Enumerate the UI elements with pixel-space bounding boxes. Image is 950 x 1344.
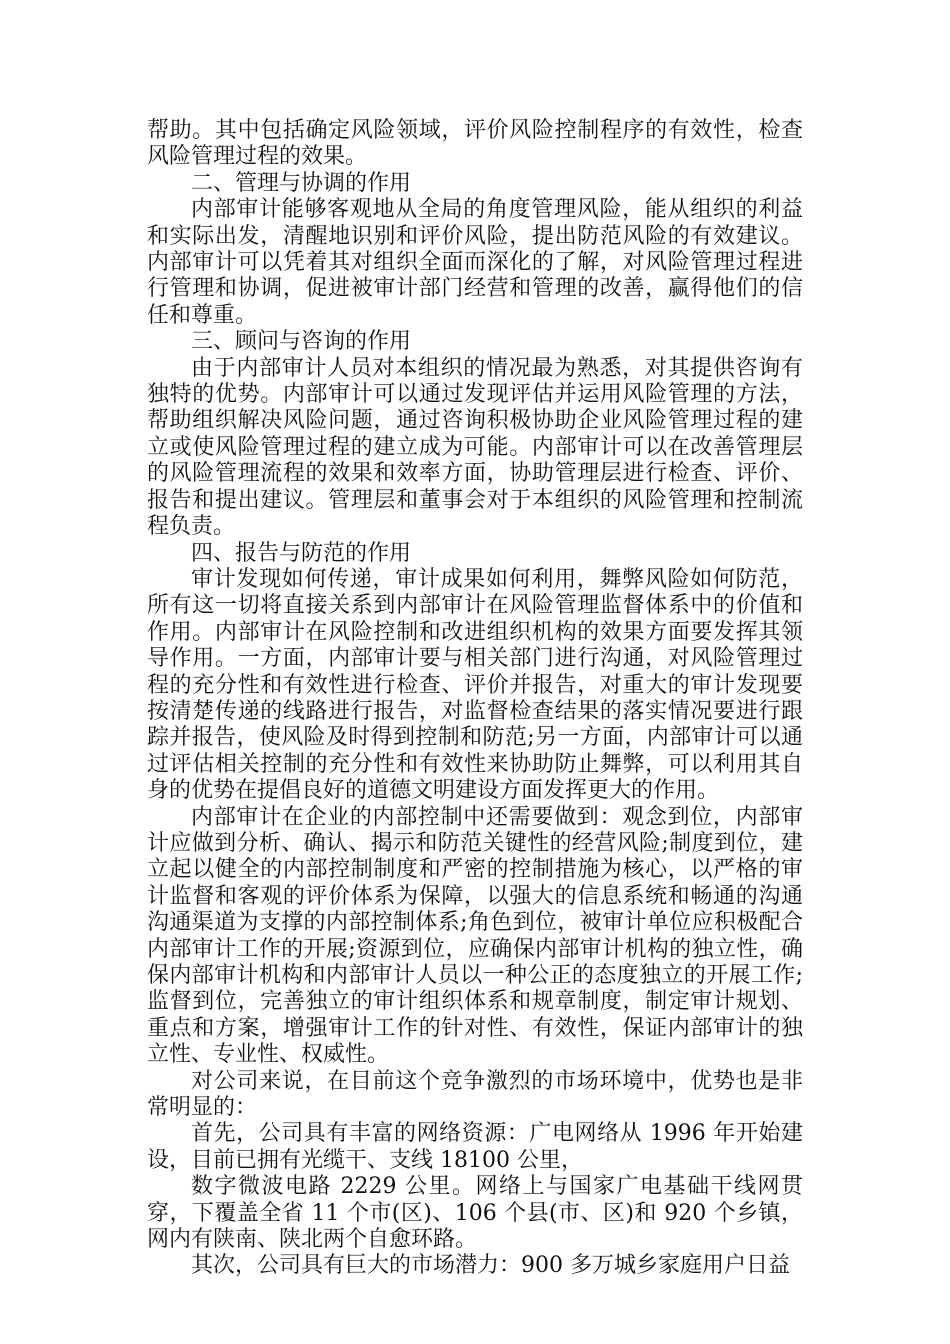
- heading-management-coordination: 二、管理与协调的作用: [191, 170, 412, 196]
- paragraph-internal-control-requirements: 内部审计在企业的内部控制中还需要做到：观念到位，内部审计应做到分析、确认、揭示和防范关键性的经营风险;制度到位，建立起以健全的内部控制制度和严密的控制措施为核心，以严格的审计监督和客观的评价体系为保障，以强大的信息系统和畅通的沟通沟通渠道为支撑的内部控制体系;角色到位，被审计单位应积极配合内部审计工作的开展;资源到位，应确保内部审计机构的独立性，确保内部审计机构和内部审计人员以一种公正的态度独立的开展工作;监督到位，完善独立的审计组织体系和规章制度，制定审计规划、重点和方案，增强审计工作的针对性、有效性，保证内部审计的独立性、专业性、权威性。: [147, 804, 803, 1068]
- paragraph-market-potential: 其次，公司具有巨大的市场潜力：900 多万城乡家庭用户日益: [191, 1253, 790, 1279]
- paragraph-microwave-circuits: 数字微波电路 2229 公里。网络上与国家广电基础干线网贯穿，下覆盖全省 11 个市(区)、106 个县(市、区)和 920 个乡镇，网内有陕南、陕北两个自愈环路。: [147, 1174, 803, 1253]
- heading-advisory-consulting: 三、顾问与咨询的作用: [191, 329, 412, 355]
- paragraph-network-resources: 首先，公司具有丰富的网络资源：广电网络从 1996 年开始建设，目前已拥有光缆干、支线 18100 公里，: [147, 1121, 803, 1173]
- paragraph-management-coordination: 内部审计能够客观地从全局的角度管理风险，能从组织的利益和实际出发，清醒地识别和评价风险，提出防范风险的有效建议。内部审计可以凭着其对组织全面而深化的了解，对风险管理过程进行管理和协调，促进被审计部门经营和管理的改善，赢得他们的信任和尊重。: [147, 197, 803, 328]
- paragraph-advisory-consulting: 由于内部审计人员对本组织的情况最为熟悉，对其提供咨询有独特的优势。内部审计可以通过发现评估并运用风险管理的方法，帮助组织解决风险问题，通过咨询积极协助企业风险管理过程的建立或使风险管理过程的建立成为可能。内部审计可以在改善管理层的风险管理流程的效果和效率方面，协助管理层进行检查、评价、报告和提出建议。管理层和董事会对于本组织的风险管理和控制流程负责。: [147, 355, 803, 540]
- document-page: [147, 118, 803, 1280]
- paragraph-risk-review-continued: 帮助。其中包括确定风险领域，评价风险控制程序的有效性，检查风险管理过程的效果。: [147, 118, 803, 170]
- paragraph-company-advantages: 对公司来说，在目前这个竞争激烈的市场环境中，优势也是非常明显的：: [147, 1068, 803, 1121]
- paragraph-reporting-prevention: 审计发现如何传递，审计成果如何利用，舞弊风险如何防范，所有这一切将直接关系到内部审计在风险管理监督体系中的价值和作用。内部审计在风险控制和改进组织机构的效果方面要发挥其领导作用。一方面，内部审计要与相关部门进行沟通，对风险管理过程的充分性和有效性进行检查、评价并报告，对重大的审计发现要按清楚传递的线路进行报告，对监督检查结果的落实情况要进行跟踪并报告，使风险及时得到控制和防范;另一方面，内部审计可以通过评估相关控制的充分性和有效性来协助防止舞弊，可以利用其自身的优势在提倡良好的道德文明建设方面发挥更大的作用。: [147, 566, 803, 804]
- heading-reporting-prevention: 四、报告与防范的作用: [191, 540, 412, 566]
